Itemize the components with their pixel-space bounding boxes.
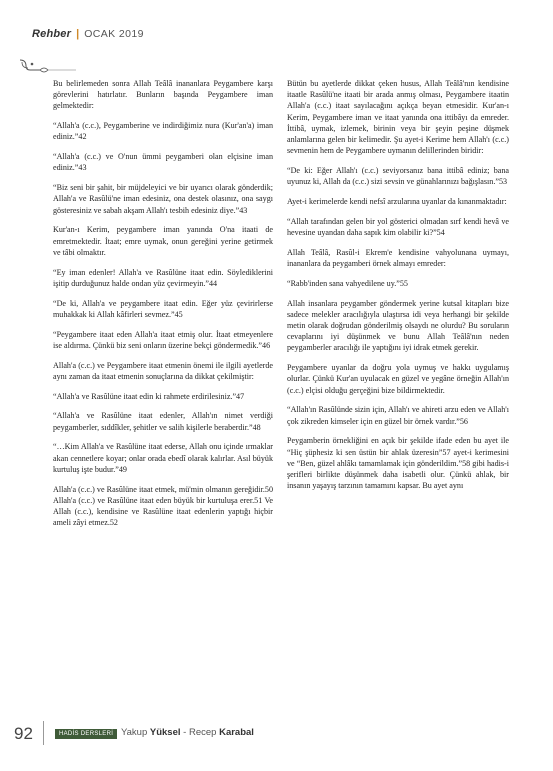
page-header — [32, 28, 144, 44]
paragraph: “Allah'a ve Rasûlüne itaat edenler, Allah'ın nimet verdiği peygamberler, sıddîkler, şehitler ve salih kişilerle beraberdir.”48 — [53, 411, 273, 432]
paragraph: “Allah tarafından gelen bir yol gösterici olmadan sırf kendi hevâ ve hevesine uyandan daha sapık kim olabilir ki?”54 — [287, 216, 509, 238]
paragraph: Allah Teâlâ, Rasûl-i Ekrem'e kendisine vahyolunana uymayı, inananlara da peygamberi örnek almayı emreder: — [287, 247, 509, 269]
paragraph: Bütün bu ayetlerde dikkat çeken husus, Allah Teâlâ'nın kendisine itaatle Rasûlü'ne itaati bir arada anmış olması, Peygambere itaatin Allah'a (c.c.) itaat sayılacağını açıkça beyan etmesidir. Kur'an-ı Kerim, Peygambere iman ve itaat yanında ona ittibâyı da emreder. İttibâ, uymak, izlemek, birinin veya bir şeyin peşine düşmek anlamlarına gelen bir kelimedir. Şu ayet-i Kerime hem Allah'ı (c.c.) sevmenin hem de Peygambere uymanın delillerinden biridir: — [287, 79, 509, 156]
author-credit — [121, 727, 254, 738]
header-separator: | — [76, 28, 80, 40]
author1-last: Yüksel — [149, 727, 181, 738]
paragraph: Allah'a (c.c.) ve Rasûlüne itaat etmek, mü'min olmanın gereğidir.50 Allah'a (c.c.) ve Rasûlüne itaat eden büyük bir kurtuluşa erer.51 Ve Allah (c.c.), kendisine ve Rasûlüne itaat edenlerin yaptığı hiçbir ameli zâyi etmez.52 — [53, 484, 273, 528]
section-tag: HADİS DERSLERİ — [55, 729, 117, 739]
paragraph: “Rabb'inden sana vahyedilene uy.”55 — [287, 278, 408, 288]
paragraph: Bu belirlemeden sonra Allah Teâlâ inananlara Peygambere karşı görevlerini hatırlatır. Bunların başında Peygambere iman gelmektedir: — [53, 79, 273, 111]
paragraph: Peygambere uyanlar da doğru yola uymuş ve hakkı uygulamış olurlar. Çünkü Kur'an uyulacak en güzel ve yegâne örneğin Allah'ın (c.c.) elçisi olduğu gerçeğini bize bildirmektedir. — [287, 363, 509, 395]
author-separator: - — [183, 727, 187, 738]
right-column — [287, 78, 509, 500]
paragraph: “Allah'a (c.c.), Peygamberine ve indirdiğimiz nura (Kur'an'a) iman ediniz.”42 — [53, 121, 273, 142]
author2-last: Karabal — [219, 727, 254, 738]
footer-divider — [43, 721, 44, 745]
paragraph: “Ey iman edenler! Allah'a ve Rasûlüne itaat edin. Söylediklerini işitip durduğunuz halde ondan yüz çevirmeyin.”44 — [53, 267, 273, 288]
page-number: 92 — [14, 724, 33, 743]
paragraph: Peygamberin örnekliğini en açık bir şekilde ifade eden bu ayet ile “Hiç şüphesiz ki sen üstün bir ahlak üzeresin”57 ayet-i kerimesini ve “Ben, güzel ahlâkı tamamlamak için gönderildim.”58 gibi hadis-i şerifleri birlikte düşünmek daha isabetli olur. Çünkü ahlak, bir insanın yaşayış tarzının tamamını kapsar. Bu ayet aynı — [287, 436, 509, 491]
paragraph: “…Kim Allah'a ve Rasûlüne itaat ederse, Allah onu içinde ırmaklar akan cennetlere koyar; onlar orada ebedî olarak kalırlar. Asıl büyük kurtuluş işte budur.”49 — [53, 442, 273, 474]
issue-date: OCAK 2019 — [84, 28, 144, 40]
paragraph: Kur'an-ı Kerim, peygambere iman yanında O'na itaati de emretmektedir. İtaat; emre uymak, onun gereğini yerine getirmek ve tâbi olmaktır. — [53, 225, 273, 257]
magazine-brand: Rehber — [32, 28, 72, 40]
paragraph: “Allah'a ve Rasûlüne itaat edin ki rahmete erdirilesiniz.”47 — [53, 391, 245, 401]
left-column — [53, 78, 273, 537]
author2-first: Recep — [188, 727, 217, 738]
paragraph: “Allah'a (c.c.) ve O'nun ümmi peygamberi olan elçisine iman ediniz.”43 — [53, 152, 273, 173]
author1-first: Yakup — [121, 727, 148, 738]
paragraph: Allah'a (c.c.) ve Peygambere itaat etmenin önemi ile ilgili ayetlerde aynı zaman da itaat etmenin sonuçlarına da dikkat çekilmiştir: — [53, 360, 273, 381]
paragraph: “Biz seni bir şahit, bir müjdeleyici ve bir uyarıcı olarak gönderdik; Allah'a ve Rasûlü'ne iman edesiniz, ona destek olasınız, ona saygı gösteresiniz ve sabah akşam Allah'ı tesbih edesiniz diye.”43 — [53, 183, 273, 215]
paragraph: “Allah'ın Rasûlünde sizin için, Allah'ı ve ahireti arzu eden ve Allah'ı çok zikreden kimseler için en güzel bir örnek vardır.”56 — [287, 405, 509, 426]
paragraph: “De ki: Eğer Allah'ı (c.c.) seviyorsanız bana ittibâ ediniz; bana uyunuz ki, Allah da (c.c.) sizi sevsin ve günahlarınızı bağışlasın.”53 — [287, 166, 509, 187]
paragraph: “Peygambere itaat eden Allah'a itaat etmiş olur. İtaat etmeyenlere ise aldırma. Çünkü biz seni onların üzerine bekçi göndermedik.”46 — [53, 329, 273, 350]
paragraph: Allah insanlara peygamber göndermek yerine kutsal kitapları bize sadece melekler aracılığıyla ulaştırsa idi veya herhangi bir şekilde metin olarak doğrudan gönderilmiş olsaydı ne olurdu? Bu soruların cevaplarını iyi düşünmek ve bunu Allah Teâlâ'nın neden peygamberler aracılığı ile yaptığını iyi idrak etmek gerekir. — [287, 298, 509, 353]
paragraph: “De ki, Allah'a ve peygambere itaat edin. Eğer yüz çevirirlerse muhakkak ki Allah kâfirleri sevmez.”45 — [53, 298, 273, 319]
paragraph: Ayet-i kerimelerde kendi nefsî arzularına uyanlar da kınanmaktadır: — [287, 197, 507, 207]
